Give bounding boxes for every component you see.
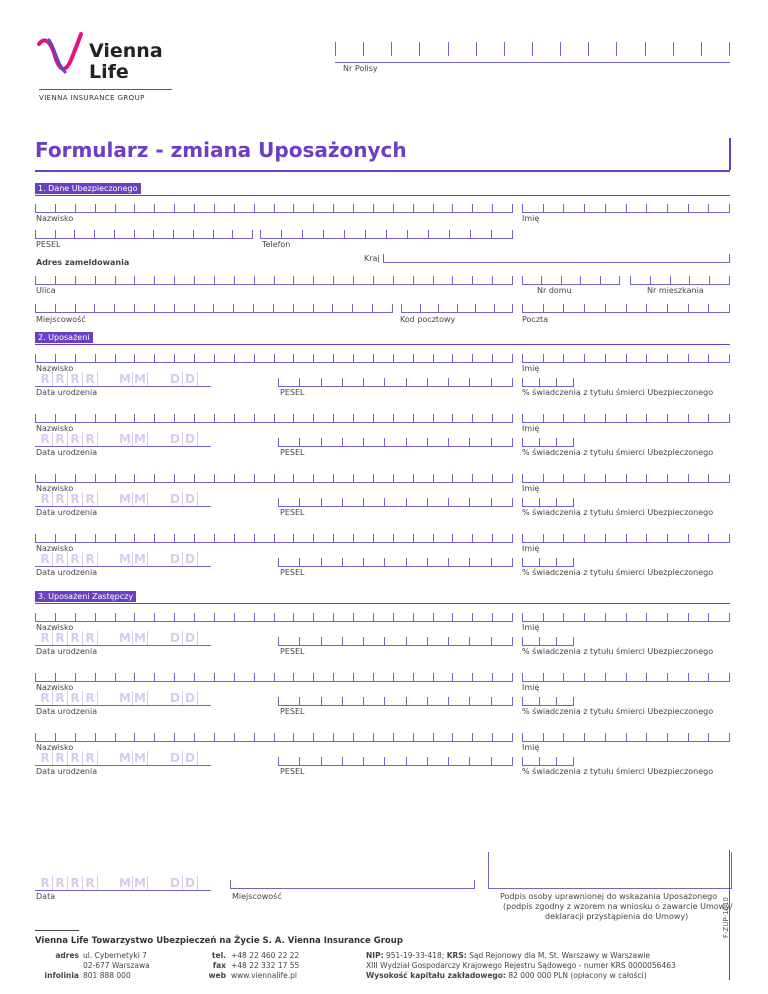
footer-krs: Sąd Rejonowy dla M. St. Warszawy w Warszawie <box>469 951 651 960</box>
person-pesel-label: PESEL <box>280 388 305 397</box>
policy-label: Nr Polisy <box>343 64 378 73</box>
footer-krs-label: KRS: <box>446 951 467 960</box>
signature-box[interactable] <box>488 852 732 889</box>
person-pesel-label: PESEL <box>280 707 305 716</box>
person-percent-label: % świadczenia z tytułu śmierci Ubezpieczonego <box>522 388 714 397</box>
s1-flat-label: Nr mieszkania <box>647 286 704 295</box>
person-dob-label: Data urodzenia <box>36 448 98 457</box>
person-pesel-label: PESEL <box>280 448 305 457</box>
logo-group: VIENNA INSURANCE GROUP <box>39 94 145 102</box>
person-surname-field[interactable] <box>35 348 513 363</box>
person-surname-label: Nazwisko <box>36 743 74 752</box>
person-firstname-field[interactable] <box>522 607 730 622</box>
person-percent-label: % świadczenia z tytułu śmierci Ubezpieczonego <box>522 568 714 577</box>
person-dob-field[interactable]: R R R R M M D D <box>38 372 198 386</box>
person-firstname-label: Imię <box>522 364 540 373</box>
person-firstname-label: Imię <box>522 683 540 692</box>
signature-date-field[interactable]: R R R R M M D D <box>38 876 198 890</box>
person-firstname-field[interactable] <box>522 348 730 363</box>
person-percent-label: % świadczenia z tytułu śmierci Ubezpieczonego <box>522 448 714 457</box>
person-dob-label: Data urodzenia <box>36 388 98 397</box>
person-firstname-field[interactable] <box>522 408 730 423</box>
s1-pesel-label: PESEL <box>36 240 61 249</box>
page-title: Formularz - zmiana Uposażonych <box>35 138 407 162</box>
person-percent-field[interactable] <box>522 492 574 507</box>
logo-name-2: Life <box>89 61 129 83</box>
footer-web-link[interactable]: www.viennalife.pl <box>231 971 297 980</box>
section1-title: 1. Dane Ubezpieczonego <box>35 183 141 194</box>
footer-fax-label: fax <box>212 961 226 970</box>
person-percent-field[interactable] <box>522 552 574 567</box>
person-pesel-field[interactable] <box>278 432 513 447</box>
person-surname-field[interactable] <box>35 528 513 543</box>
person-dob-label: Data urodzenia <box>36 647 98 656</box>
person-dob-label: Data urodzenia <box>36 767 98 776</box>
s1-pesel-field[interactable] <box>35 224 253 239</box>
footer-adres-1: ul. Cybernetyki 7 <box>83 951 147 960</box>
signature-date-label: Data <box>36 892 56 901</box>
person-pesel-field[interactable] <box>278 372 513 387</box>
footer-company: Vienna Life Towarzystwo Ubezpieczeń na Życie S. A. Vienna Insurance Group <box>35 936 403 946</box>
s1-country-field[interactable] <box>383 252 730 263</box>
s1-flat-field[interactable] <box>630 270 730 285</box>
signature-place-field[interactable] <box>230 878 475 889</box>
person-firstname-field[interactable] <box>522 667 730 682</box>
person-percent-field[interactable] <box>522 691 574 706</box>
person-firstname-label: Imię <box>522 544 540 553</box>
footer-tel: +48 22 460 22 22 <box>231 951 300 960</box>
person-firstname-label: Imię <box>522 484 540 493</box>
s1-surname-label: Nazwisko <box>36 214 74 223</box>
person-surname-field[interactable] <box>35 468 513 483</box>
person-surname-field[interactable] <box>35 408 513 423</box>
person-surname-field[interactable] <box>35 727 513 742</box>
s1-postcode-label: Kod pocztowy <box>400 315 456 324</box>
person-firstname-label: Imię <box>522 424 540 433</box>
signature-label-1: Podpis osoby uprawnionej do wskazania Uposażonego <box>500 892 718 901</box>
person-surname-label: Nazwisko <box>36 683 74 692</box>
logo-name-1: Vienna <box>89 40 163 62</box>
person-percent-field[interactable] <box>522 631 574 646</box>
person-dob-field[interactable]: R R R R M M D D <box>38 432 198 446</box>
s1-street-field[interactable] <box>35 270 513 285</box>
footer-infolinia-label: infolinia <box>44 971 79 980</box>
s1-firstname-field[interactable] <box>522 198 730 213</box>
person-dob-label: Data urodzenia <box>36 508 98 517</box>
footer-infolinia: 801 888 000 <box>83 971 131 980</box>
signature-label-2: (podpis zgodny z wzorem na wniosku o zawarcie Umowy/ <box>503 902 733 911</box>
s1-city-label: Miejscowość <box>36 315 86 324</box>
footer-adres-2: 02-677 Warszawa <box>83 961 150 970</box>
logo-mark-icon <box>35 30 85 80</box>
person-surname-field[interactable] <box>35 667 513 682</box>
person-percent-field[interactable] <box>522 751 574 766</box>
person-dob-field[interactable]: R R R R M M D D <box>38 492 198 506</box>
footer-capital-label: Wysokość kapitału zakładowego: <box>366 971 506 980</box>
person-firstname-field[interactable] <box>522 528 730 543</box>
signature-label-3: deklaracji przystąpienia do Umowy) <box>545 912 689 921</box>
policy-number-field[interactable] <box>335 42 730 62</box>
person-pesel-field[interactable] <box>278 552 513 567</box>
person-percent-label: % świadczenia z tytułu śmierci Ubezpieczonego <box>522 767 714 776</box>
person-surname-label: Nazwisko <box>36 623 74 632</box>
footer-form-code: F-ZUP-1610 <box>722 897 730 938</box>
person-firstname-field[interactable] <box>522 468 730 483</box>
person-dob-field[interactable]: R R R R M M D D <box>38 552 198 566</box>
s1-city-field[interactable] <box>35 298 393 313</box>
section2-title: 2. Uposażeni <box>35 332 93 343</box>
person-surname-label: Nazwisko <box>36 484 74 493</box>
s1-house-label: Nr domu <box>537 286 572 295</box>
person-dob-field[interactable]: R R R R M M D D <box>38 631 198 645</box>
s1-street-label: Ulica <box>36 286 56 295</box>
person-surname-label: Nazwisko <box>36 544 74 553</box>
person-firstname-label: Imię <box>522 623 540 632</box>
person-dob-label: Data urodzenia <box>36 568 98 577</box>
s1-post-field[interactable] <box>522 298 730 313</box>
footer-nip: 951-19-33-418; <box>385 951 445 960</box>
person-dob-field[interactable]: R R R R M M D D <box>38 691 198 705</box>
person-surname-field[interactable] <box>35 607 513 622</box>
s1-surname-field[interactable] <box>35 198 513 213</box>
footer-fax: +48 22 332 17 55 <box>231 961 300 970</box>
footer-web-label: web <box>208 971 226 980</box>
section3-title: 3. Uposażeni Zastępczy <box>35 591 136 602</box>
footer-capital: 82 000 000 PLN (opłacony w całości) <box>508 971 647 980</box>
person-pesel-label: PESEL <box>280 767 305 776</box>
s1-firstname-label: Imię <box>522 214 540 223</box>
logo <box>35 28 175 104</box>
person-pesel-field[interactable] <box>278 492 513 507</box>
footer-nip-label: NIP: <box>366 951 384 960</box>
person-surname-label: Nazwisko <box>36 424 74 433</box>
person-firstname-field[interactable] <box>522 727 730 742</box>
s1-address-label: Adres zameldowania <box>36 258 130 267</box>
signature-place-label: Miejscowość <box>232 892 282 901</box>
s1-phone-label: Telefon <box>262 240 291 249</box>
person-firstname-label: Imię <box>522 743 540 752</box>
s1-country-label: Kraj <box>364 254 380 263</box>
person-percent-label: % świadczenia z tytułu śmierci Ubezpieczonego <box>522 508 714 517</box>
person-percent-label: % świadczenia z tytułu śmierci Ubezpieczonego <box>522 707 714 716</box>
person-pesel-field[interactable] <box>278 691 513 706</box>
person-percent-field[interactable] <box>522 372 574 387</box>
s1-postcode-field[interactable] <box>401 298 513 313</box>
person-percent-label: % świadczenia z tytułu śmierci Ubezpieczonego <box>522 647 714 656</box>
person-dob-label: Data urodzenia <box>36 707 98 716</box>
person-pesel-field[interactable] <box>278 631 513 646</box>
footer-adres-label: adres <box>55 951 79 960</box>
footer-tel-label: tel. <box>211 951 226 960</box>
person-dob-field[interactable]: R R R R M M D D <box>38 751 198 765</box>
s1-phone-field[interactable] <box>260 224 513 239</box>
person-pesel-label: PESEL <box>280 508 305 517</box>
person-percent-field[interactable] <box>522 432 574 447</box>
s1-house-field[interactable] <box>522 270 620 285</box>
s1-post-label: Poczta <box>522 315 549 324</box>
person-surname-label: Nazwisko <box>36 364 74 373</box>
person-pesel-field[interactable] <box>278 751 513 766</box>
person-pesel-label: PESEL <box>280 568 305 577</box>
person-pesel-label: PESEL <box>280 647 305 656</box>
footer-registry: XIII Wydział Gospodarczy Krajowego Rejestru Sądowego - numer KRS 0000056463 <box>366 961 676 970</box>
